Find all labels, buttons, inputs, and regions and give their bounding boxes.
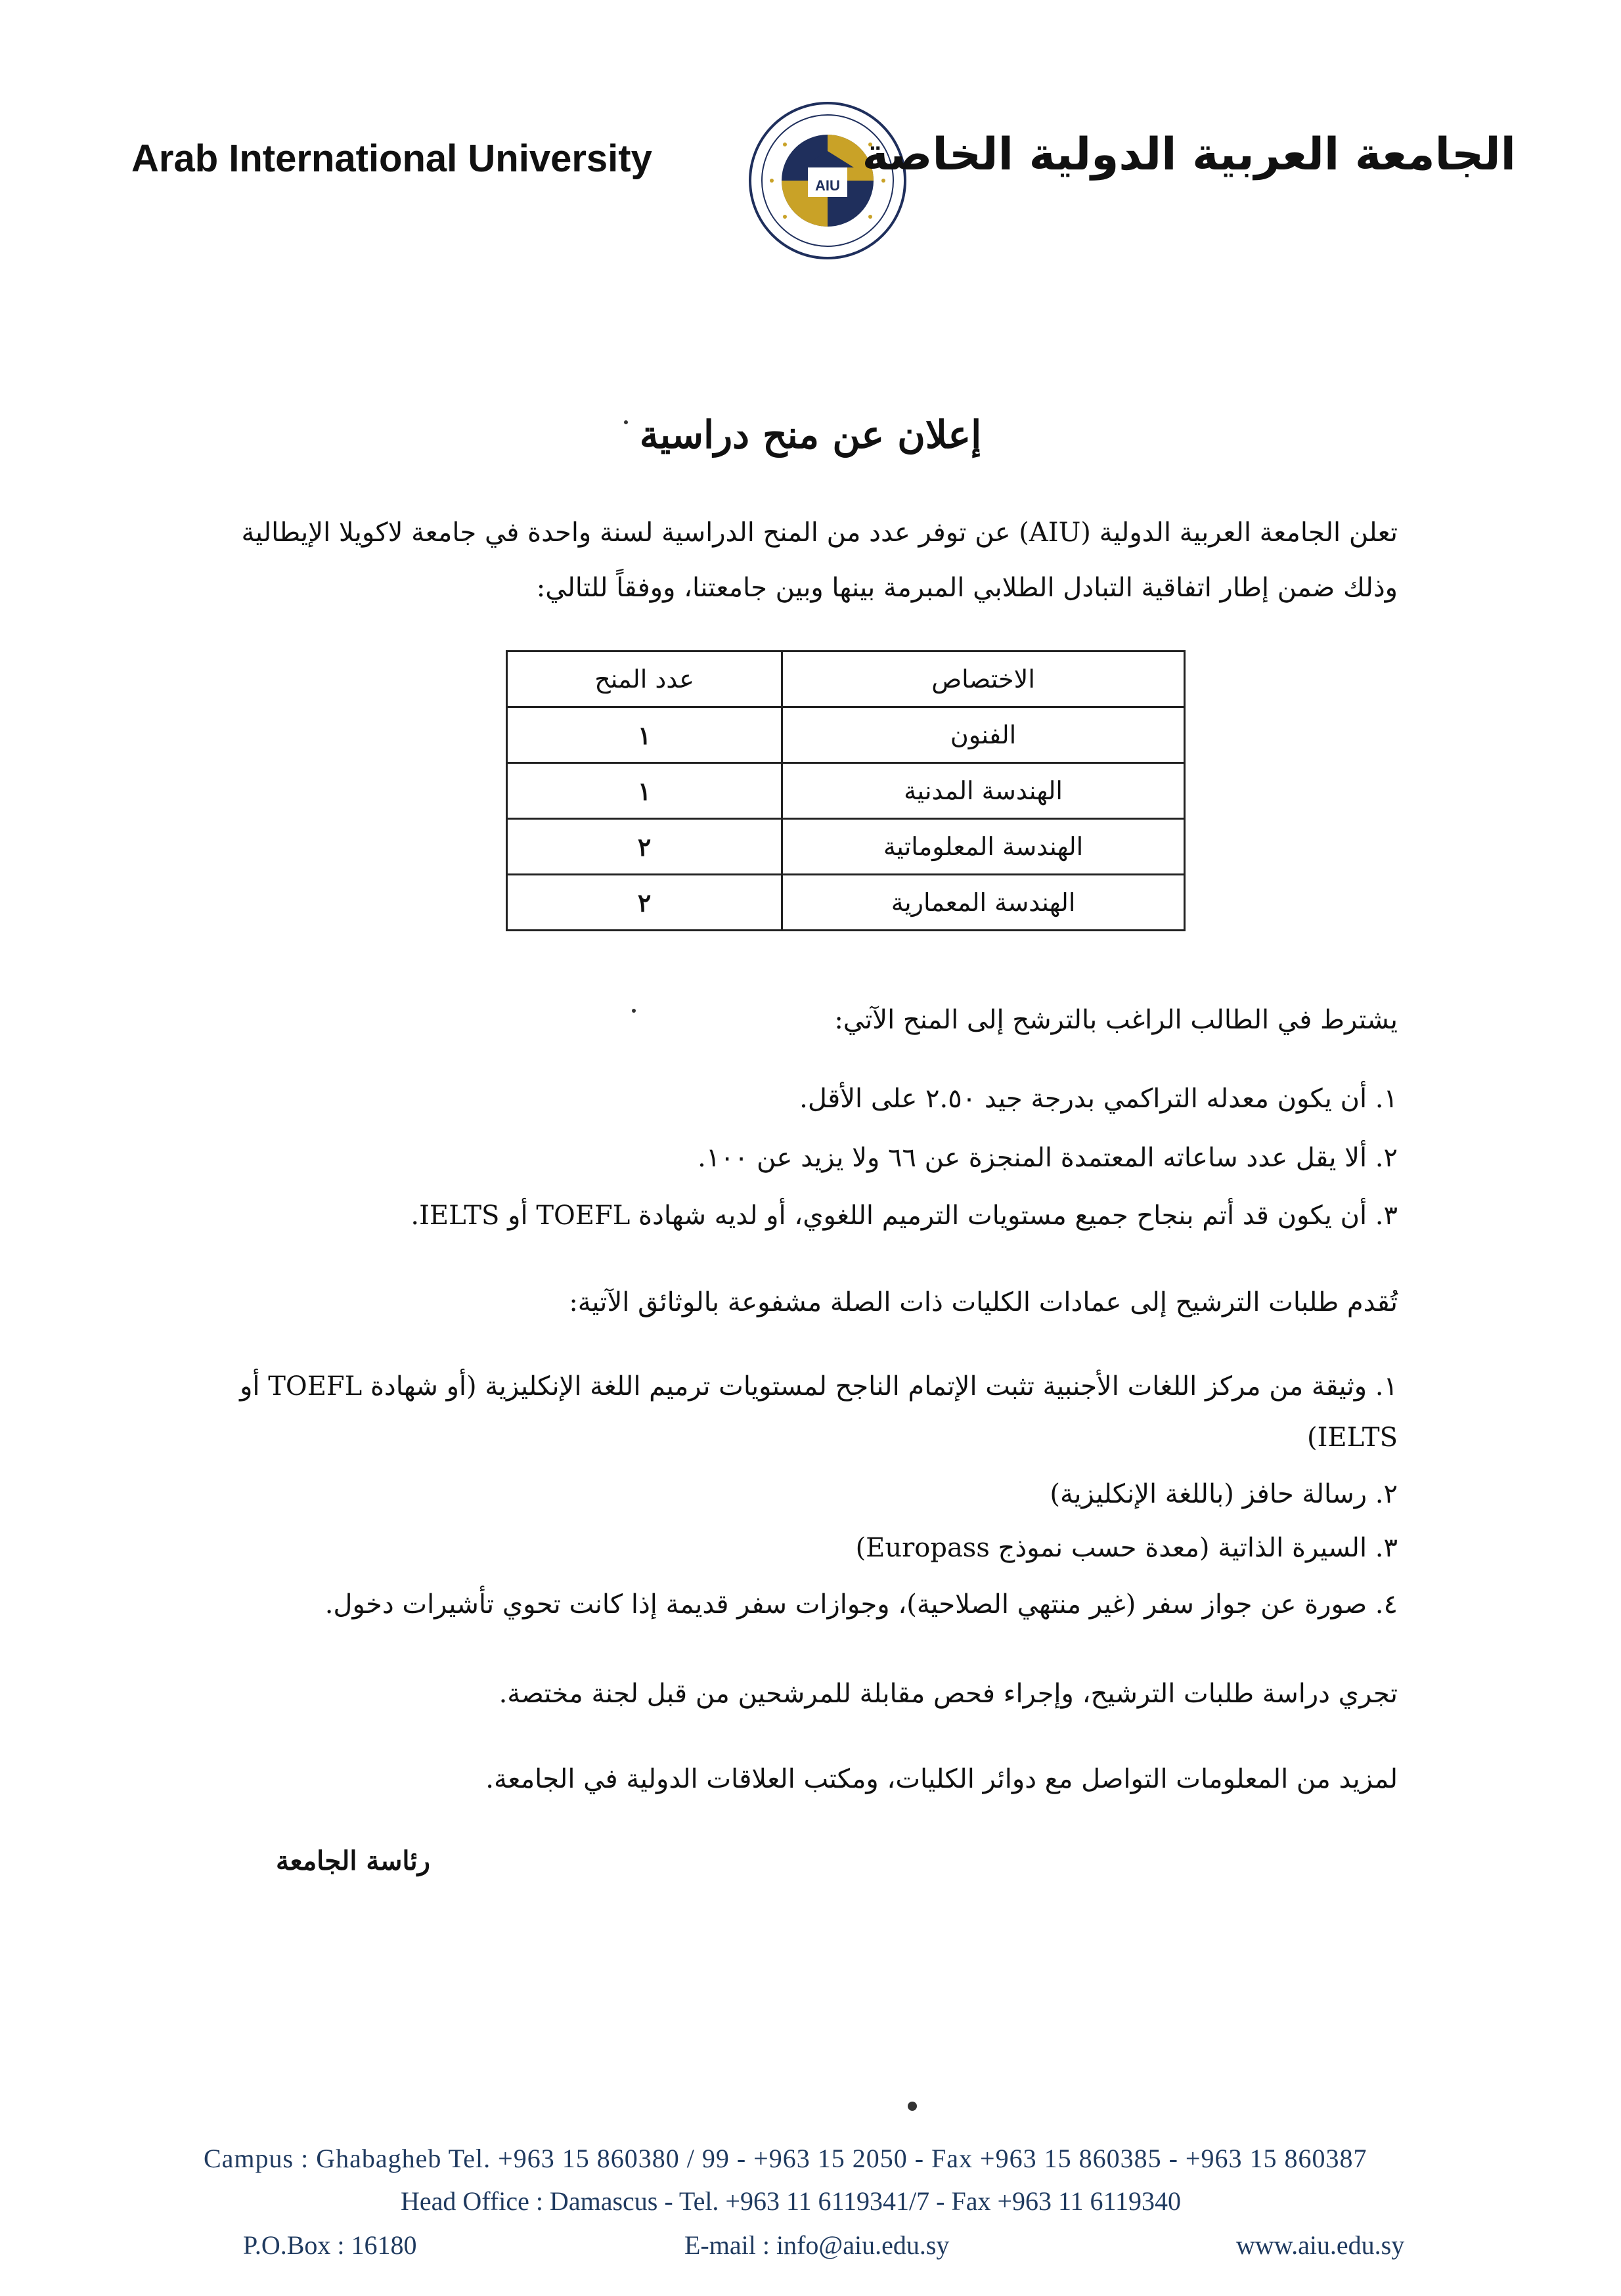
count-cell: ١	[507, 707, 782, 763]
document-item-1-line-2: IELTS)	[1307, 1423, 1398, 1453]
count-cell: ١	[507, 763, 782, 819]
document-item-4: ٤. صورة عن جواز سفر (غير منتهي الصلاحية)، وجوازات سفر قديمة إذا كانت تحوي تأشيرات دخول.	[324, 1589, 1398, 1620]
conditions-heading: يشترط في الطالب الراغب بالترشح إلى المنح الآتي:	[834, 1005, 1398, 1035]
table-row	[507, 875, 1185, 931]
signature: رئاسة الجامعة	[276, 1845, 430, 1876]
scholarship-table	[506, 650, 1186, 931]
scan-speck	[632, 1009, 636, 1013]
header-major: الاختصاص	[782, 651, 1185, 707]
table-row	[507, 707, 1185, 763]
condition-item-1: ١. أن يكون معدله التراكمي بدرجة جيد ٢.٥٠ على الأقل.	[799, 1084, 1398, 1114]
major-cell: الهندسة المعمارية	[782, 875, 1185, 931]
major-cell: الهندسة المدنية	[782, 763, 1185, 819]
table-header-row	[507, 651, 1185, 707]
footer-head-office: Head Office : Damascus - Tel. +963 11 6119341/7 - Fax +963 11 6119340	[401, 2186, 1182, 2216]
announcement-title: إعلان عن منح دراسية	[639, 412, 982, 457]
scan-speck	[624, 420, 628, 424]
footer-po-box: P.O.Box : 16180	[243, 2230, 417, 2260]
footer-email[interactable]: E-mail : info@aiu.edu.sy	[684, 2230, 950, 2260]
condition-item-3: ٣. أن يكون قد أتم بنجاح جميع مستويات الترميم اللغوي، أو لديه شهادة TOEFL أو IELTS.	[411, 1201, 1398, 1231]
table-row	[507, 763, 1185, 819]
documents-heading: تُقدم طلبات الترشيح إلى عمادات الكليات ذات الصلة مشفوعة بالوثائق الآتية:	[569, 1287, 1398, 1317]
intro-line-1: تعلن الجامعة العربية الدولية (AIU) عن توفر عدد من المنح الدراسية لسنة واحدة في جامعة لاكويلا الإيطالية	[241, 518, 1398, 548]
svg-text:AIU: AIU	[815, 177, 840, 194]
document-item-2: ٢. رسالة حافز (باللغة الإنكليزية)	[1050, 1479, 1398, 1509]
interview-note: تجري دراسة طلبات الترشيح، وإجراء فحص مقابلة للمرشحين من قبل لجنة مختصة.	[499, 1679, 1398, 1709]
document-item-1-line-1: ١. وثيقة من مركز اللغات الأجنبية تثبت الإتمام الناجح لمستويات ترميم اللغة الإنكليزية (أو شهادة TOEFL أو	[240, 1371, 1398, 1402]
university-name-arabic: الجامعة العربية الدولية الخاصة	[862, 129, 1516, 181]
major-cell: الفنون	[782, 707, 1185, 763]
table-row	[507, 819, 1185, 875]
count-cell: ٢	[507, 819, 782, 875]
footer-ornament	[908, 2102, 917, 2111]
intro-line-2: وذلك ضمن إطار اتفاقية التبادل الطلابي المبرمة بينها وبين جامعتنا، ووفقاً للتالي:	[536, 573, 1398, 603]
contact-note: لمزيد من المعلومات التواصل مع دوائر الكليات، ومكتب العلاقات الدولية في الجامعة.	[485, 1764, 1398, 1794]
footer-website[interactable]: www.aiu.edu.sy	[1236, 2230, 1405, 2260]
aiu-logo-seal-icon	[745, 99, 910, 263]
document-item-3: ٣. السيرة الذاتية (معدة حسب نموذج Europass)	[855, 1533, 1398, 1563]
major-cell: الهندسة المعلوماتية	[782, 819, 1185, 875]
university-name-english: Arab International University	[131, 137, 652, 180]
count-cell: ٢	[507, 875, 782, 931]
header-count: عدد المنح	[507, 651, 782, 707]
condition-item-2: ٢. ألا يقل عدد ساعاته المعتمدة المنجزة عن ٦٦ ولا يزيد عن ١٠٠.	[698, 1143, 1398, 1173]
footer-campus: Campus : Ghabagheb Tel. +963 15 860380 / 99 - +963 15 2050 - Fax +963 15 860385 - +963 15 860387	[204, 2144, 1367, 2173]
